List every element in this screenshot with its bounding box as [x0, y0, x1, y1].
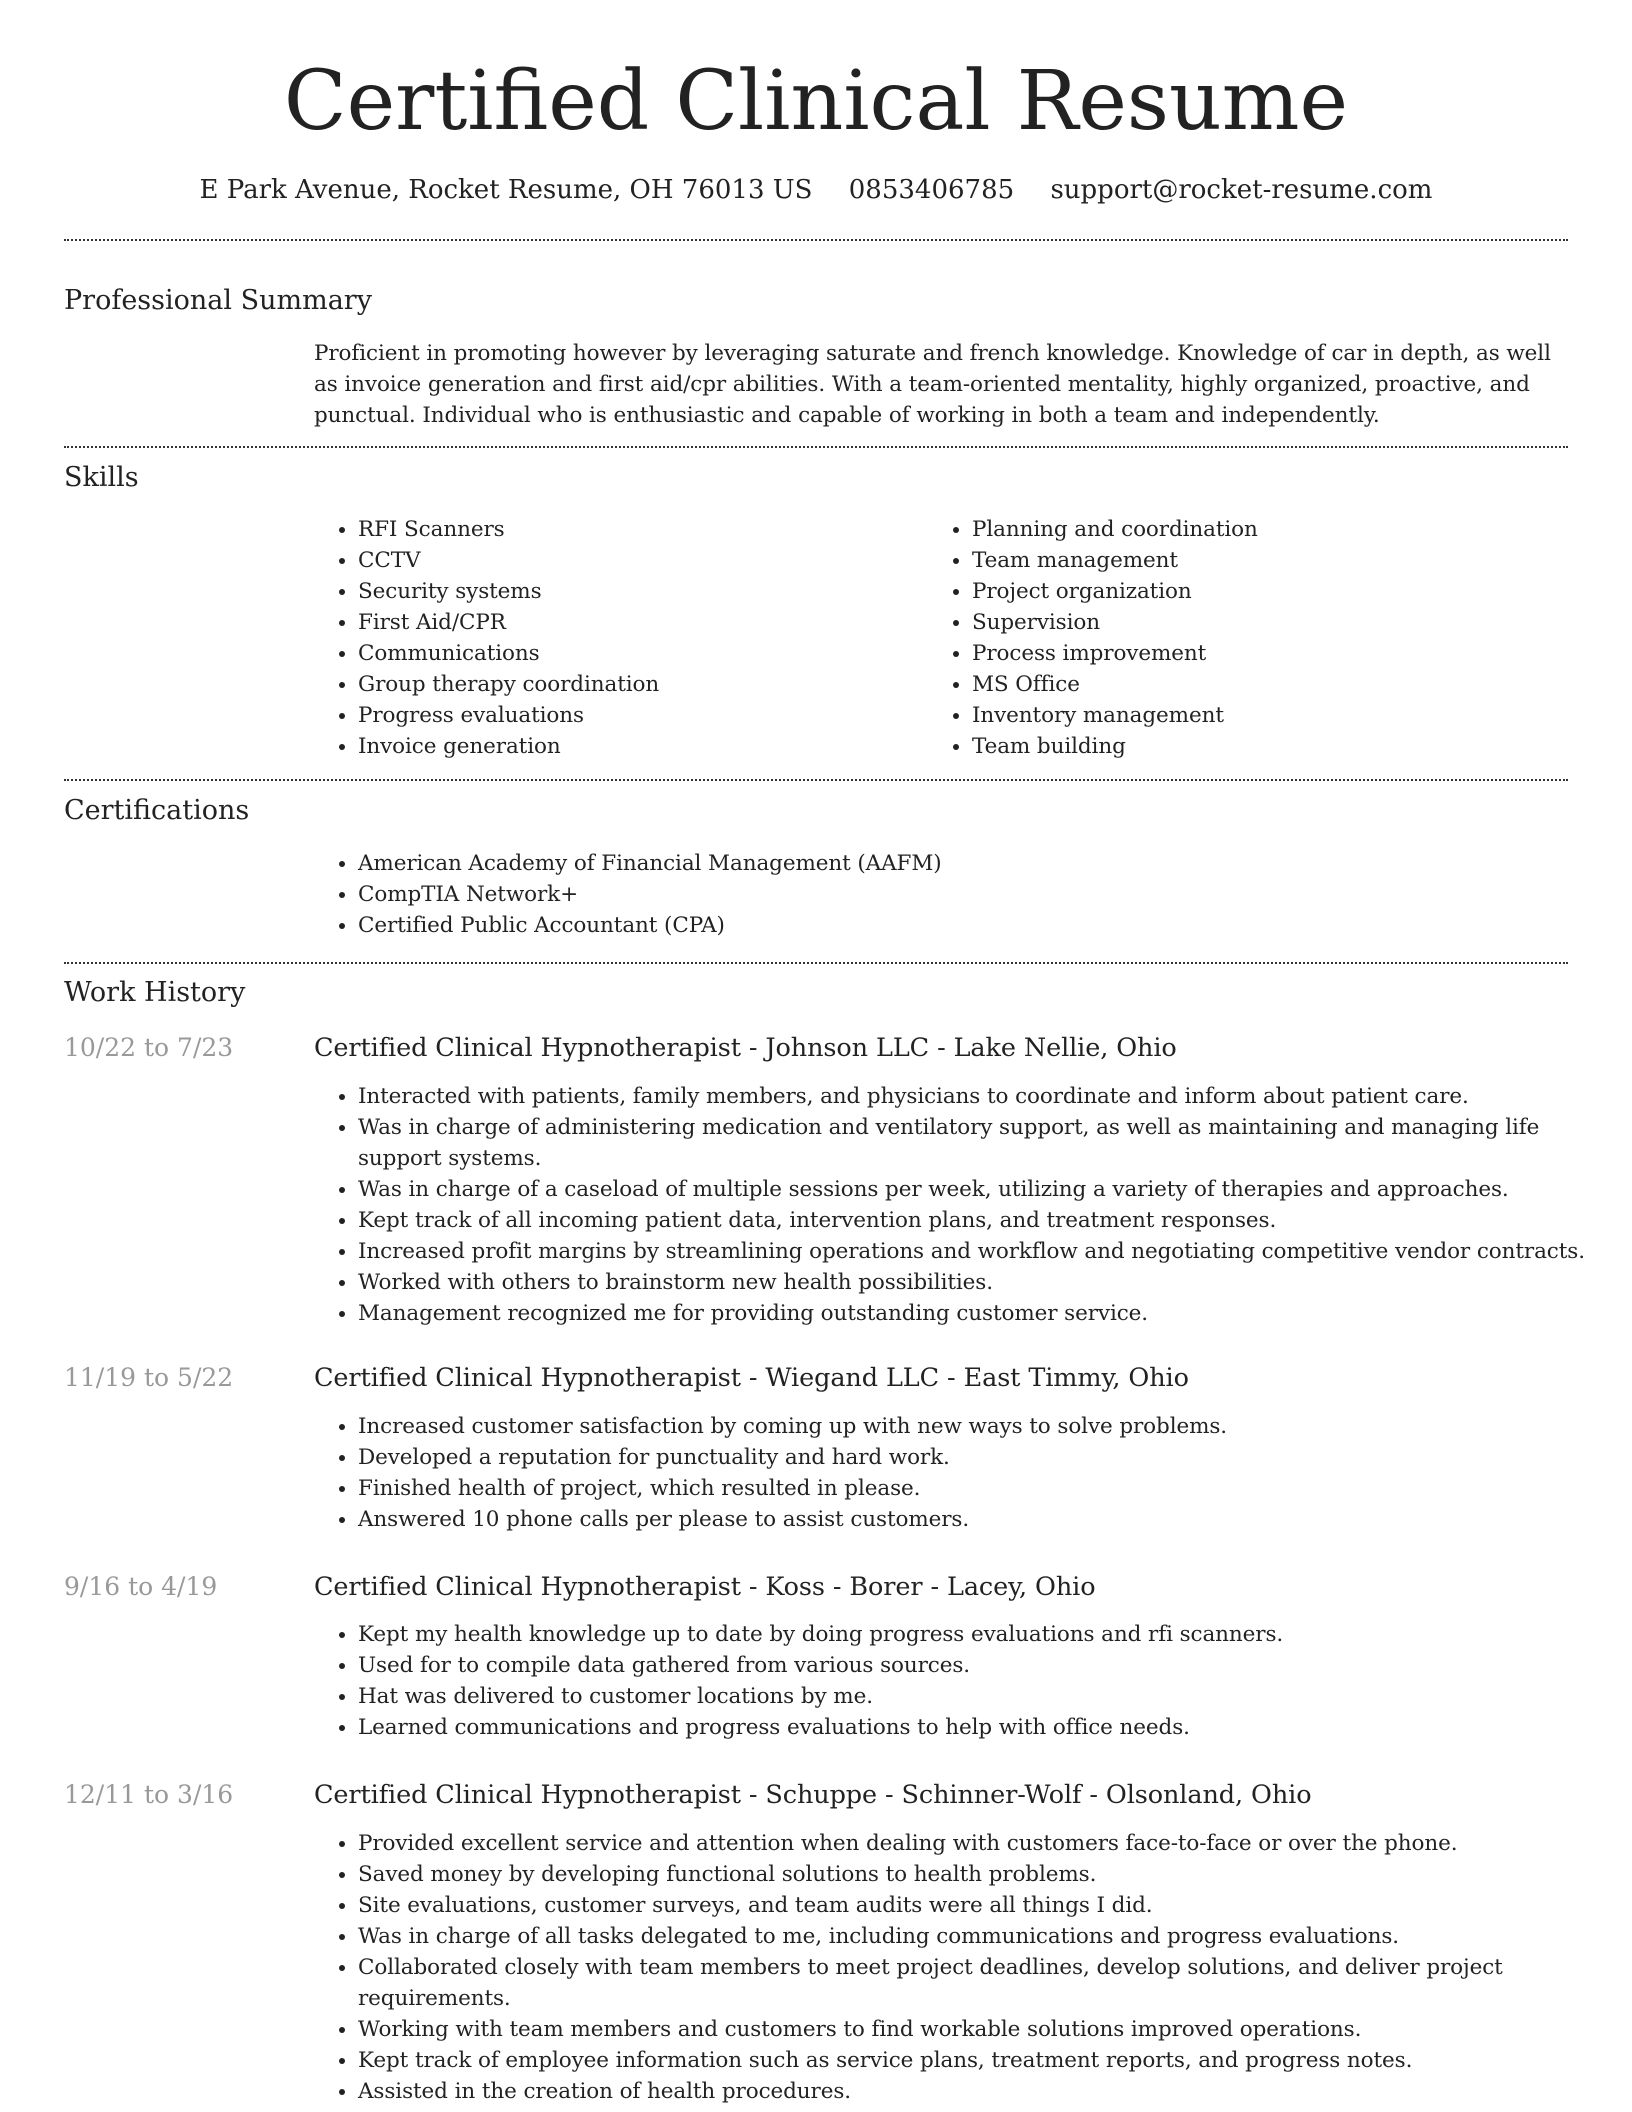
skill-item: • Invoice generation — [358, 731, 918, 762]
skill-item: • Inventory management — [972, 700, 1572, 731]
skill-item: • Group therapy coordination — [358, 669, 918, 700]
certification-item: • American Academy of Financial Management (AAFM) — [358, 848, 1558, 879]
resume-title: Certified Clinical Resume — [283, 54, 1349, 149]
job-title: Certified Clinical Hypnotherapist - Koss - Borer - Lacey, Ohio — [314, 1572, 1096, 1602]
section-divider — [64, 962, 1568, 964]
contact-address: E Park Avenue, Rocket Resume, OH 76013 US — [199, 175, 813, 205]
job-bullet: • Collaborated closely with team members to meet project deadlines, develop solutions, and deliver project requirements. — [358, 1952, 1608, 2014]
contact-phone: 0853406785 — [848, 175, 1015, 205]
job-bullet: • Was in charge of all tasks delegated to me, including communications and progress evaluations. — [358, 1921, 1608, 1952]
job-bullet: • Was in charge of administering medication and ventilatory support, as well as maintaining and managing life support systems. — [358, 1112, 1608, 1174]
skill-item: • Supervision — [972, 607, 1572, 638]
skill-item: • Planning and coordination — [972, 514, 1572, 545]
summary-text: Proficient in promoting however by leveraging saturate and french knowledge. Knowledge of car in depth, as well as invoice generation and first aid/cpr abilities. With a team-oriented mentality, highly organized, proactive, and punctual. Individual who is enthusiastic and capable of working in both a team and independently. — [314, 341, 1551, 428]
skill-item: • Communications — [358, 638, 918, 669]
job-bullet: • Finished health of project, which resulted in please. — [358, 1473, 1608, 1504]
skills-list-right — [928, 514, 1572, 762]
job-dates: 12/11 to 3/16 — [64, 1780, 234, 1809]
job-bullet: • Used for to compile data gathered from various sources. — [358, 1650, 1608, 1681]
certifications-heading: Certifications — [64, 795, 250, 826]
skills-heading: Skills — [64, 462, 139, 493]
job-bullet: • Interacted with patients, family members, and physicians to coordinate and inform about patient care. — [358, 1081, 1608, 1112]
work-history-heading: Work History — [64, 977, 246, 1008]
skill-item: • Progress evaluations — [358, 700, 918, 731]
job-bullet: • Was in charge of a caseload of multiple sessions per week, utilizing a variety of therapies and approaches. — [358, 1174, 1608, 1205]
job-bullet: • Site evaluations, customer surveys, and team audits were all things I did. — [358, 1890, 1608, 1921]
job-bullets — [314, 1619, 1608, 1743]
skill-item: • Team building — [972, 731, 1572, 762]
job-bullets — [314, 1411, 1608, 1535]
section-divider — [64, 446, 1568, 448]
job-bullet: • Kept track of employee information such as service plans, treatment reports, and progress notes. — [358, 2045, 1608, 2076]
skills-list-left — [314, 514, 918, 762]
job-bullets — [314, 1828, 1608, 2107]
skill-item: • Process improvement — [972, 638, 1572, 669]
job-bullet: • Management recognized me for providing outstanding customer service. — [358, 1298, 1608, 1329]
skill-item: • First Aid/CPR — [358, 607, 918, 638]
certification-item: • Certified Public Accountant (CPA) — [358, 910, 1558, 941]
contact-email: support@rocket-resume.com — [1050, 175, 1433, 205]
section-divider — [64, 239, 1568, 241]
job-bullet: • Working with team members and customers to find workable solutions improved operations. — [358, 2014, 1608, 2045]
job-bullet: • Assisted in the creation of health procedures. — [358, 2076, 1608, 2107]
skill-item: • MS Office — [972, 669, 1572, 700]
skill-item: • Security systems — [358, 576, 918, 607]
job-bullet: • Kept track of all incoming patient data, intervention plans, and treatment responses. — [358, 1205, 1608, 1236]
job-bullet: • Hat was delivered to customer locations by me. — [358, 1681, 1608, 1712]
job-bullet: • Increased customer satisfaction by coming up with new ways to solve problems. — [358, 1411, 1608, 1442]
job-dates: 9/16 to 4/19 — [64, 1572, 218, 1601]
contact-line — [0, 172, 1632, 208]
job-bullet: • Learned communications and progress evaluations to help with office needs. — [358, 1712, 1608, 1743]
job-bullets — [314, 1081, 1608, 1329]
summary-heading: Professional Summary — [64, 285, 372, 316]
skill-item: • RFI Scanners — [358, 514, 918, 545]
job-title: Certified Clinical Hypnotherapist - Johnson LLC - Lake Nellie, Ohio — [314, 1033, 1177, 1063]
job-bullet: • Increased profit margins by streamlining operations and workflow and negotiating competitive vendor contracts. — [358, 1236, 1608, 1267]
job-dates: 10/22 to 7/23 — [64, 1033, 234, 1062]
skill-item: • CCTV — [358, 545, 918, 576]
job-bullet: • Saved money by developing functional solutions to health problems. — [358, 1859, 1608, 1890]
job-bullet: • Worked with others to brainstorm new health possibilities. — [358, 1267, 1608, 1298]
job-title: Certified Clinical Hypnotherapist - Schuppe - Schinner-Wolf - Olsonland, Ohio — [314, 1780, 1312, 1810]
certification-item: • CompTIA Network+ — [358, 879, 1558, 910]
section-divider — [64, 779, 1568, 781]
job-bullet: • Developed a reputation for punctuality and hard work. — [358, 1442, 1608, 1473]
job-title: Certified Clinical Hypnotherapist - Wiegand LLC - East Timmy, Ohio — [314, 1363, 1189, 1393]
skill-item: • Project organization — [972, 576, 1572, 607]
job-dates: 11/19 to 5/22 — [64, 1363, 234, 1392]
job-bullet: • Provided excellent service and attention when dealing with customers face-to-face or over the phone. — [358, 1828, 1608, 1859]
skill-item: • Team management — [972, 545, 1572, 576]
certifications-list — [314, 848, 1558, 941]
job-bullet: • Kept my health knowledge up to date by doing progress evaluations and rfi scanners. — [358, 1619, 1608, 1650]
job-bullet: • Answered 10 phone calls per please to assist customers. — [358, 1504, 1608, 1535]
